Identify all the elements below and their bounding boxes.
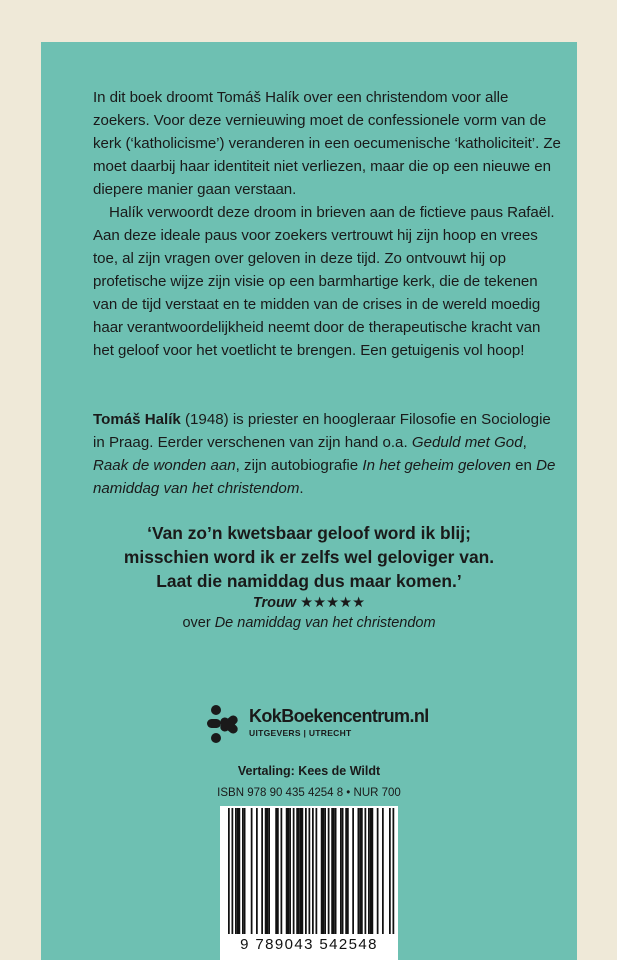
quote-line: misschien word ik er zelfs wel geloviger van. bbox=[123, 547, 495, 567]
barcode-bar bbox=[296, 808, 298, 934]
barcode-bar bbox=[288, 808, 290, 934]
barcode-bar bbox=[251, 808, 253, 934]
rating-stars: ★★★★★ bbox=[300, 595, 366, 611]
barcode-bar bbox=[393, 808, 395, 934]
publisher-subtitle: UITGEVERS | UTRECHT bbox=[249, 728, 352, 738]
barcode-bar bbox=[340, 808, 342, 934]
barcode bbox=[220, 806, 398, 960]
barcode-bars bbox=[220, 806, 398, 936]
barcode-bar bbox=[342, 808, 344, 934]
teal-panel bbox=[41, 42, 577, 960]
barcode-bar bbox=[347, 808, 349, 934]
barcode-bar bbox=[309, 808, 311, 934]
barcode-bar bbox=[389, 808, 391, 934]
publisher-logo-icon bbox=[207, 704, 243, 744]
barcode-bar bbox=[345, 808, 347, 934]
barcode-bar bbox=[365, 808, 367, 934]
barcode-bar bbox=[370, 808, 372, 934]
barcode-bar bbox=[265, 808, 267, 934]
barcode-bar bbox=[289, 808, 291, 934]
barcode-bar bbox=[361, 808, 363, 934]
barcode-digits: 9 789043 542548 bbox=[240, 936, 378, 953]
quote-source bbox=[41, 593, 577, 613]
barcode-bar bbox=[302, 808, 304, 934]
barcode-bar bbox=[286, 808, 288, 934]
barcode-bar bbox=[256, 808, 258, 934]
barcode-bar bbox=[352, 808, 354, 934]
quote-reference: over De namiddag van het christendom bbox=[182, 615, 436, 631]
book-title: Geduld met God bbox=[411, 434, 523, 451]
barcode-bar bbox=[359, 808, 361, 934]
barcode-bar bbox=[335, 808, 337, 934]
source-name: Trouw bbox=[252, 595, 297, 611]
barcode-bar bbox=[368, 808, 370, 934]
blurb bbox=[93, 86, 563, 362]
barcode-bar bbox=[237, 808, 239, 934]
barcode-bar bbox=[382, 808, 384, 934]
publisher-logo bbox=[207, 704, 467, 744]
author-name: Tomáš Halík bbox=[93, 411, 181, 428]
barcode-bar bbox=[275, 808, 277, 934]
barcode-bar bbox=[372, 808, 374, 934]
blurb-paragraph-1: In dit boek droomt Tomáš Halík over een christendom voor alle zoekers. Voor deze vernieuwing moet de confessionele vorm van de kerk (‘katholicisme’) veranderen in een oecumenische ‘katholiciteit’. Ze moet daarbij haar identiteit niet verliezen, maar die op een nieuwe en diepere manier gaan verstaan. bbox=[93, 89, 561, 198]
barcode-bar bbox=[358, 808, 360, 934]
barcode-bar bbox=[277, 808, 279, 934]
book-title: In het geheim geloven bbox=[362, 457, 511, 474]
publisher-name: KokBoekencentrum.nl bbox=[249, 706, 429, 726]
barcode-bar bbox=[300, 808, 302, 934]
book-title: De namiddag van het christendom bbox=[93, 457, 556, 497]
barcode-bar bbox=[235, 808, 237, 934]
barcode-bar bbox=[331, 808, 333, 934]
barcode-bar bbox=[242, 808, 244, 934]
barcode-bar bbox=[377, 808, 379, 934]
barcode-bar bbox=[261, 808, 263, 934]
barcode-bar bbox=[268, 808, 270, 934]
blurb-paragraph-2: Halík verwoordt deze droom in brieven aan de fictieve paus Rafaël. Aan deze ideale paus voor zoekers vertrouwt hij zijn hoop en vrees toe, al zijn vragen over geloven in deze tijd. Zo ontvouwt hij op profetische wijze zijn visie op een barmhartige kerk, die de tekenen van de tijd verstaat en te midden van de crises in de wereld moedig haar verantwoordelijkheid neemt door de therapeutische kracht van het geloof voor het voetlicht te brengen. Een getuigenis vol hoop! bbox=[93, 204, 555, 359]
barcode-bar bbox=[316, 808, 318, 934]
isbn-line: ISBN 978 90 435 4254 8 • NUR 700 bbox=[217, 787, 401, 799]
barcode-bar bbox=[333, 808, 335, 934]
author-bio: Tomáš Halík (1948) is priester en hoogleraar Filosofie en Sociologie in Praag. Eerder verschenen van zijn hand o.a. Geduld met God, Raak de wonden aan, zijn autobiografie In het geheim geloven en De namiddag van het christendom. bbox=[93, 411, 556, 497]
barcode-bar bbox=[281, 808, 283, 934]
barcode-bar bbox=[244, 808, 246, 934]
barcode-bar bbox=[312, 808, 314, 934]
barcode-bar bbox=[232, 808, 234, 934]
barcode-bar bbox=[239, 808, 241, 934]
barcode-bar bbox=[267, 808, 269, 934]
press-quote bbox=[41, 521, 577, 634]
barcode-bar bbox=[323, 808, 325, 934]
barcode-bar bbox=[228, 808, 230, 934]
book-title: Raak de wonden aan bbox=[93, 457, 236, 474]
barcode-bar bbox=[305, 808, 307, 934]
barcode-bar bbox=[328, 808, 330, 934]
barcode-bar bbox=[298, 808, 300, 934]
barcode-bar bbox=[293, 808, 295, 934]
barcode-bar bbox=[324, 808, 326, 934]
quote-line: ‘Van zo’n kwetsbaar geloof word ik blij; bbox=[147, 523, 471, 543]
translator-credit: Vertaling: Kees de Wildt bbox=[237, 764, 381, 778]
barcode-bar bbox=[321, 808, 323, 934]
quote-line: Laat die namiddag dus maar komen.’ bbox=[156, 571, 462, 591]
